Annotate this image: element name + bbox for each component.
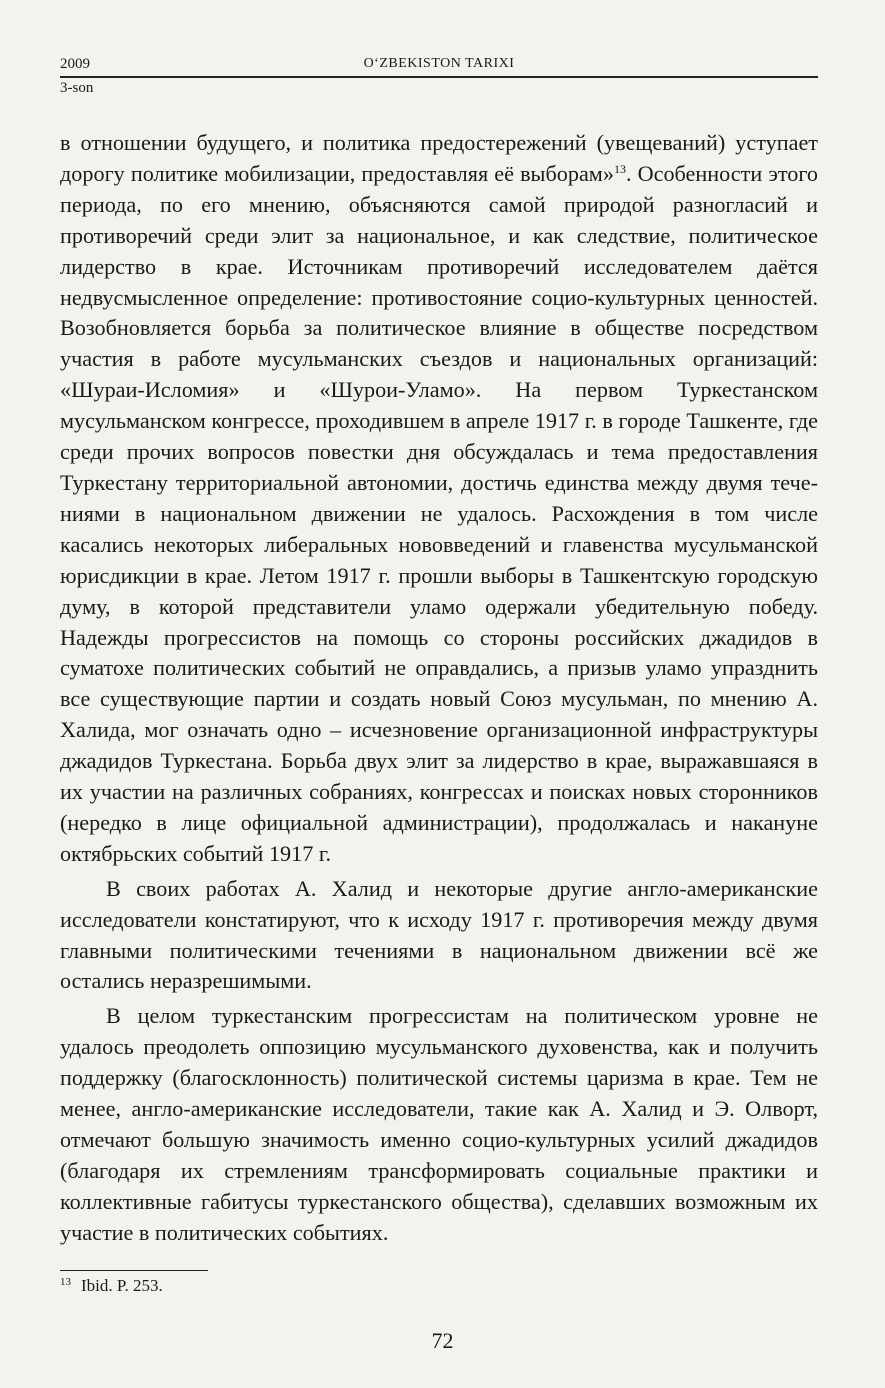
footnote-number: 13 bbox=[60, 1276, 71, 1288]
footnote-text: Ibid. P. 253. bbox=[81, 1276, 163, 1295]
header-journal-title: O‘ZBEKISTON TARIXI bbox=[363, 56, 515, 71]
page-number: 72 bbox=[431, 1328, 454, 1353]
footnote-ref-13: 13 bbox=[613, 161, 626, 176]
header-year: 2009 bbox=[60, 56, 90, 72]
paragraph-3: В целом туркестанским прогрессистам на политическом уровне не удалось преодолеть оппозицию мусульманского духовенства, как и получить поддержку (благосклонность) политической системы царизма в крае. Тем не менее, англо-американские исследователи, такие как А. Халид и Э. Олворт, отмечают большую значимость именно социо-культурных усилий джадидов (благодаря их стремлениям трансформировать социальные практики и коллективные габитусы туркестанского общества), сделавших возможным их участие в политических событиях. bbox=[60, 1003, 818, 1245]
paragraph-1-text: в отношении будущего, и политика предостережений (увещеваний) уступает дорогу политике мобилизации, предоставляя её выборам» bbox=[60, 130, 818, 186]
running-header bbox=[60, 52, 818, 78]
paragraph-1-text-cont: . Особенности этого периода, по его мнению, объясняются самой природой разногласий и противоречий среди элит за национальное, и как следствие, политическое лидерство в крае. Источникам противоречий исследователем даётся недвусмысленное определение: противостояние социо-культурных ценностей. Возобновляется борьба за политическое влияние в обществе посредством участия в работе мусульманских съездов и национальных организаций: «Шураи-Исломия» и «Шурои-Уламо». На первом Туркестанском мусульманском конгрессе, проходившем в апреле 1917 г. в городе Ташкенте, где среди прочих вопросов повестки дня обсуждалась и тема предоставления Туркестану территориальной автономии, достичь единства между двумя течениями в национальном движении не удалось. Расхождения в том числе касались некоторых либеральных нововведений и главенства мусульманской юрисдикции в крае. Летом 1917 г. прошли выборы в Ташкентскую городскую думу, в которой представители уламо одержали убедительную победу. Надежды прогрессистов на помощь со стороны российских джадидов в суматохе политических событий не оправдались, а призыв уламо упразднить все существующие партии и создать новый Союз мусульман, по мнению А. Халида, мог означать одно – исчезновение организационной инфраструктуры джадидов Туркестана. Борьба двух элит за лидерство в крае, выражавшаяся в их участии на различных собраниях, конгрессах и поисках новых сторонников (нередко в лице официальной администрации), продолжалась и накануне октябрьских событий 1917 г. bbox=[60, 160, 818, 866]
footnote bbox=[60, 1276, 163, 1296]
header-issue: 3-son bbox=[60, 80, 94, 96]
main-text bbox=[60, 128, 818, 1249]
paragraph-2: В своих работах А. Халид и некоторые другие англо-американские исследователи констатируют, что к исходу 1917 г. противоречия между двумя главными политическими течениями в национальном движении всё же остались неразрешимыми. bbox=[60, 875, 818, 994]
footnote-divider bbox=[60, 1270, 208, 1271]
paragraph-1 bbox=[60, 128, 818, 870]
